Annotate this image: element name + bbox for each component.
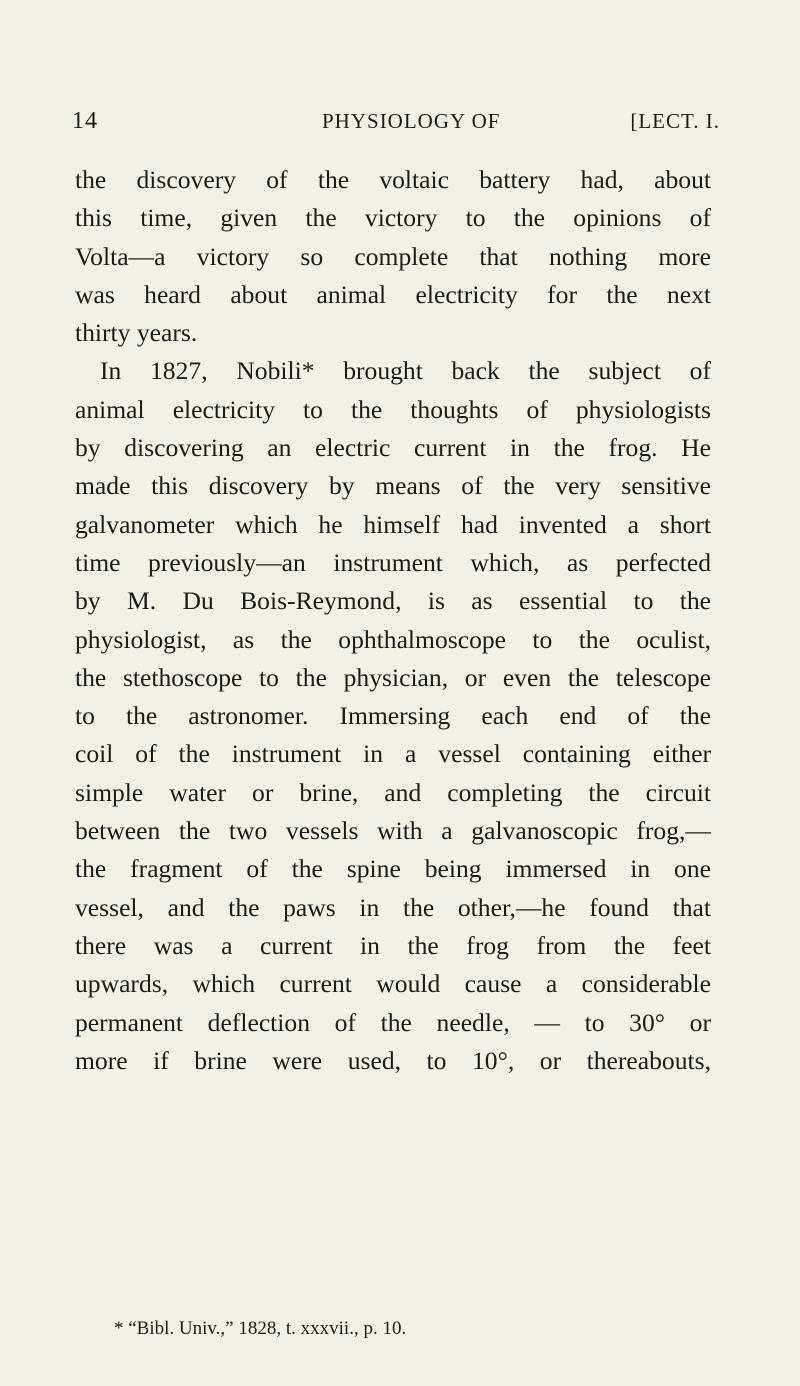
text-line: permanent deflection of the needle, — to 30° or [75,1007,711,1037]
footnote: * “Bibl. Univ.,” 1828, t. xxxvii., p. 10. [114,1318,407,1339]
text-line: the fragment of the spine being immersed in one [75,854,711,884]
text-line: by M. Du Bois-Reymond, is as essential to the [75,586,711,616]
text-line: to the astronomer. Immersing each end of the [75,701,711,731]
text-line: more if brine were used, to 10°, or thereabouts, [75,1045,711,1075]
text-line: galvanometer which he himself had invented a short [75,509,711,539]
paragraph-start-line: In 1827, Nobili* brought back the subject of [100,356,711,386]
text-line: by discovering an electric current in the frog. He [75,433,711,463]
text-line: upwards, which current would cause a considerable [75,969,711,999]
running-title: PHYSIOLOGY OF [322,109,501,133]
text-line: this time, given the victory to the opinions of [75,203,711,233]
text-line: animal electricity to the thoughts of physiologists [75,394,711,424]
lecture-reference: [LECT. I. [630,109,720,133]
page-number: 14 [72,108,98,134]
text-line: the stethoscope to the physician, or even the telescope [75,662,711,692]
text-line: made this discovery by means of the very sensitive [75,471,711,501]
text-line: the discovery of the voltaic battery had, about [75,165,711,194]
text-line: between the two vessels with a galvanoscopic frog,— [75,816,711,846]
text-line: vessel, and the paws in the other,—he found that [75,892,711,922]
text-line: physiologist, as the ophthalmoscope to the oculist, [75,624,711,654]
text-line: time previously—an instrument which, as perfected [75,547,711,577]
text-line: thirty years. [75,318,198,348]
text-line: coil of the instrument in a vessel containing either [75,739,711,769]
running-head [72,108,720,138]
text-line: simple water or brine, and completing the circuit [75,777,711,807]
text-line: was heard about animal electricity for the next [75,279,711,309]
body-text [75,161,711,1080]
text-line: Volta—a victory so complete that nothing more [75,241,711,271]
text-line: there was a current in the frog from the feet [75,930,711,960]
